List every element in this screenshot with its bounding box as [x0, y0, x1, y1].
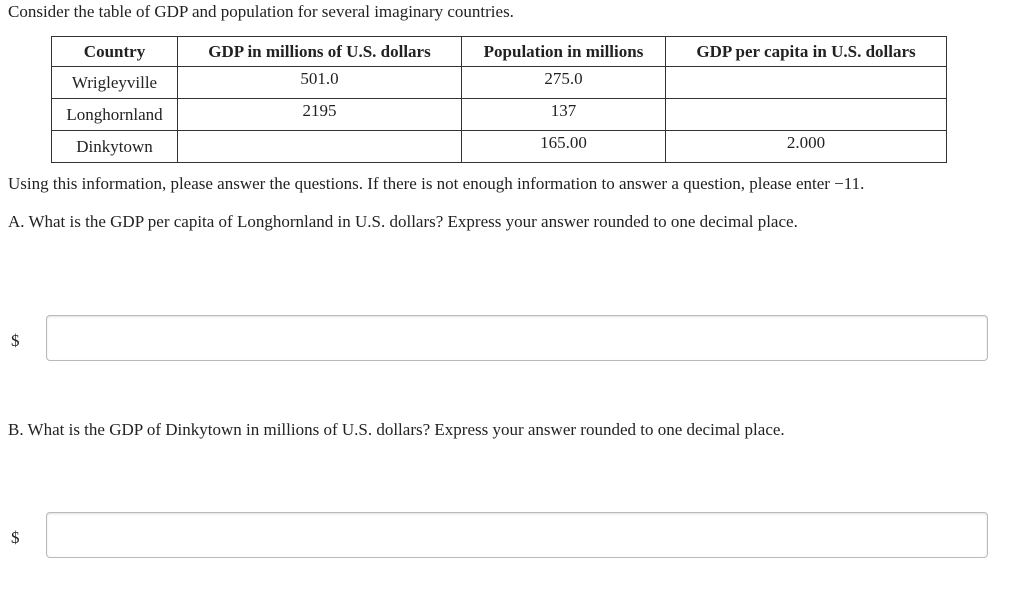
- cell-country: Dinkytown: [52, 131, 178, 163]
- gdp-table: [51, 36, 947, 163]
- cell-population: 275.0: [462, 67, 666, 99]
- header-gdp-per-capita: GDP per capita in U.S. dollars: [666, 37, 947, 67]
- cell-gdp: [178, 131, 462, 163]
- intro-text: Consider the table of GDP and population for several imaginary countries.: [8, 2, 514, 21]
- cell-gdp: 501.0: [178, 67, 462, 99]
- table-row: [52, 99, 947, 131]
- table-header-row: [52, 37, 947, 67]
- question-b-text: B. What is the GDP of Dinkytown in millions of U.S. dollars? Express your answer rounded to one decimal place.: [8, 420, 785, 439]
- header-country: Country: [52, 37, 178, 67]
- cell-country: Wrigleyville: [52, 67, 178, 99]
- header-gdp: GDP in millions of U.S. dollars: [178, 37, 462, 67]
- answer-a-input[interactable]: [46, 315, 988, 361]
- instructions-text: Using this information, please answer the questions. If there is not enough information to answer a question, please enter −11.: [8, 174, 865, 193]
- cell-gdp-per-capita: [666, 67, 947, 99]
- header-population: Population in millions: [462, 37, 666, 67]
- cell-country: Longhornland: [52, 99, 178, 131]
- table-row: [52, 131, 947, 163]
- cell-gdp-per-capita: 2.000: [666, 131, 947, 163]
- cell-population: 137: [462, 99, 666, 131]
- question-a-text: A. What is the GDP per capita of Longhornland in U.S. dollars? Express your answer rounded to one decimal place.: [8, 212, 798, 231]
- dollar-sign-a: $: [11, 331, 20, 350]
- cell-gdp-per-capita: [666, 99, 947, 131]
- table-row: [52, 67, 947, 99]
- dollar-sign-b: $: [11, 528, 20, 547]
- cell-population: 165.00: [462, 131, 666, 163]
- answer-b-input[interactable]: [46, 512, 988, 558]
- cell-gdp: 2195: [178, 99, 462, 131]
